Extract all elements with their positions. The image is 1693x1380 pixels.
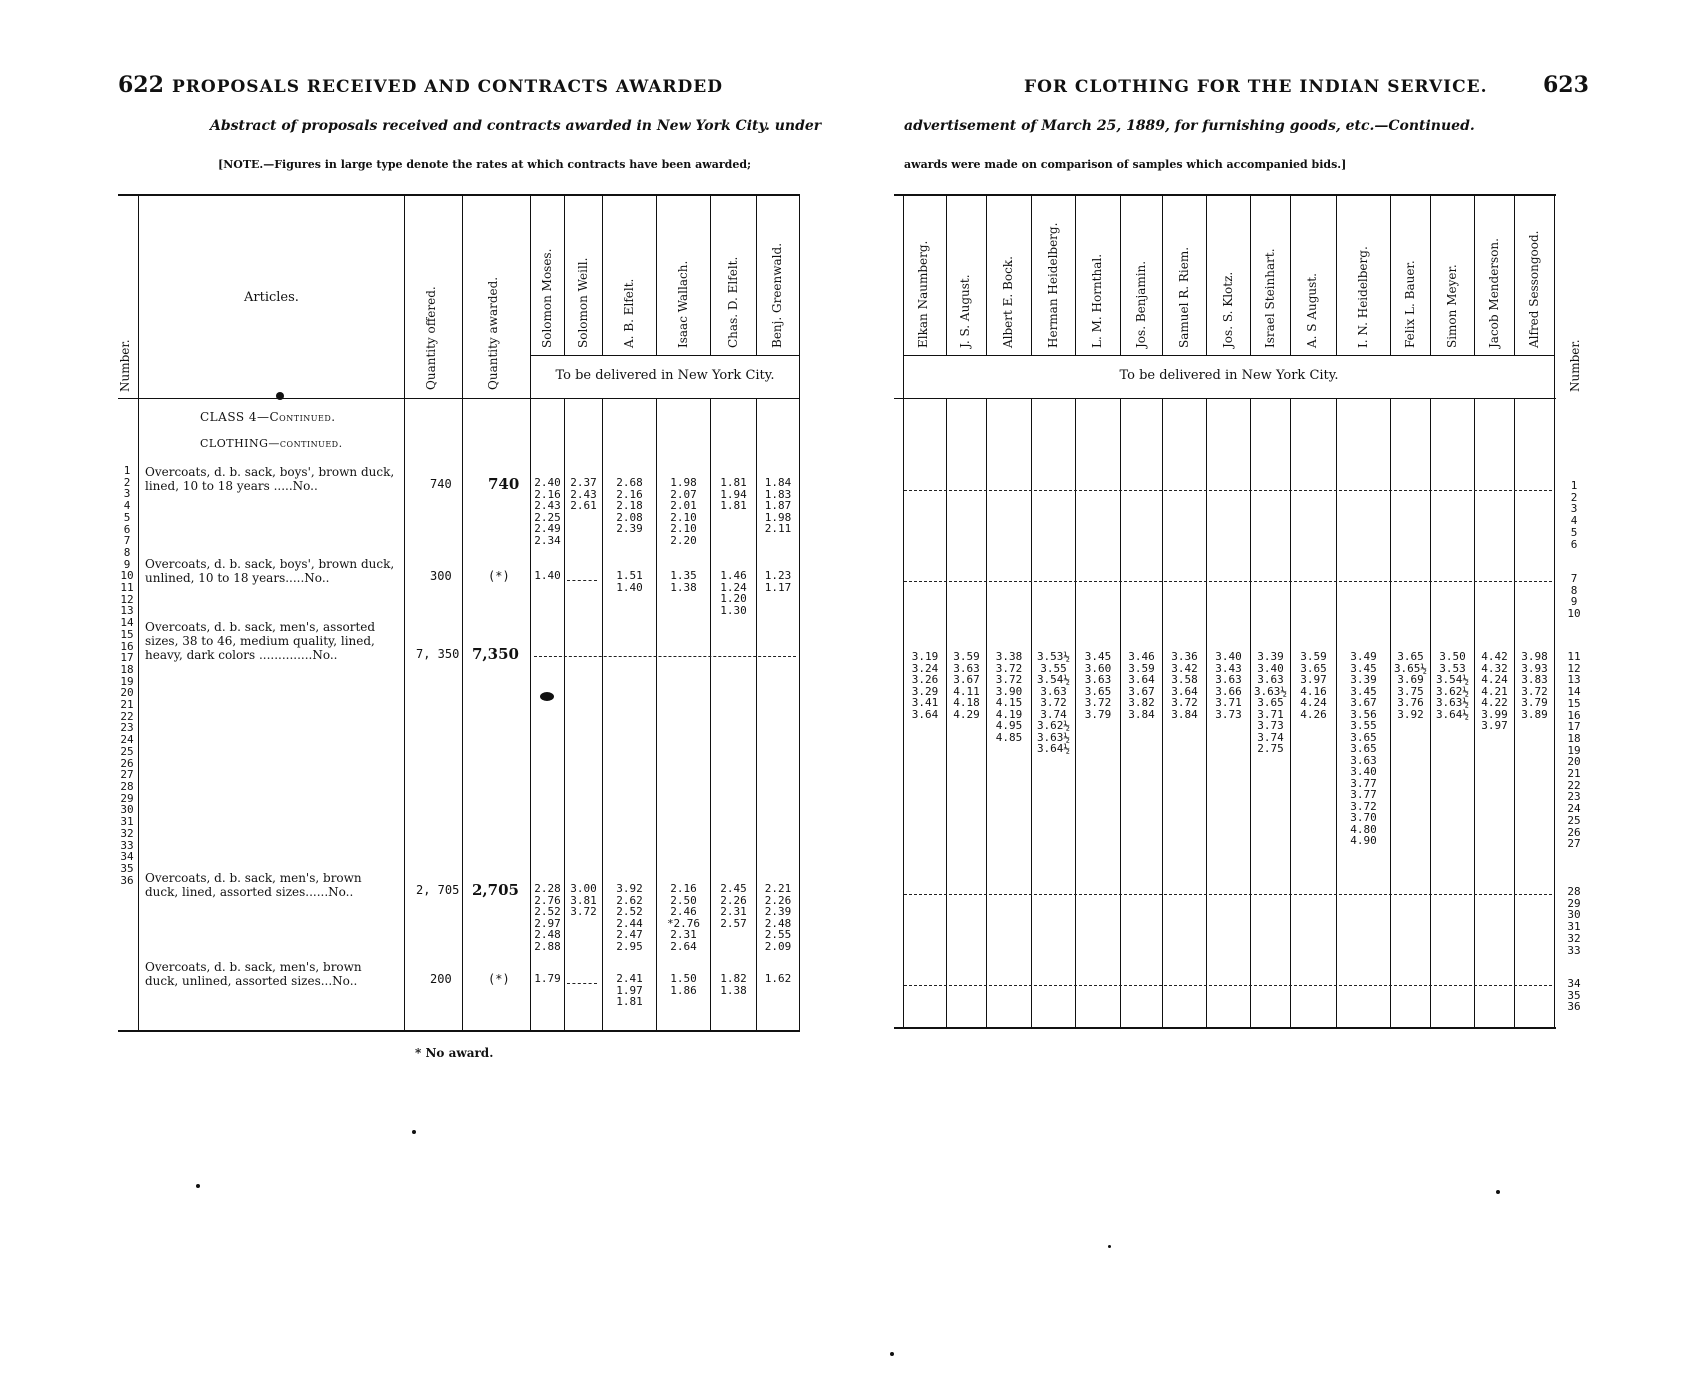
bid-values: 3.38 3.72 3.72 3.90 4.15 4.19 4.95 4.85 [995,650,1023,744]
no-bid-dash [904,894,1552,895]
quantity-awarded: (*) [488,972,510,986]
left-col-rule [710,196,711,355]
footnote: * No award. [415,1046,494,1060]
right-col-rule [1290,196,1291,355]
no-bid-dash [567,580,597,581]
article-item-1: Overcoats, d. b. sack, boys', brown duck, lined, 10 to 18 years .....No.. [145,465,395,493]
bid-values: 3.19 3.24 3.26 3.29 3.41 3.64 [911,650,939,721]
bidder-name: I. N. Heidelberg. [1356,246,1370,348]
bidder-name: Benj. Greenwald. [770,242,784,348]
bid-values: 2.28 2.76 2.52 2.97 2.48 2.88 [534,882,561,953]
bidder-name: Chas. D. Elfelt. [726,256,740,348]
right-col-rule [1162,196,1163,355]
bidder-name: A. B. Elfelt. [622,278,636,348]
number-header: Number. [1568,339,1582,392]
bid-values: 1.35 1.38 [670,569,697,594]
row-numbers: 7 8 9 10 [1567,572,1581,621]
left-col-rule [462,196,463,1030]
bid-values: 3.59 3.63 3.67 4.11 4.18 4.29 [953,650,980,721]
bid-values: 3.39 3.40 3.63 3.63½ 3.65 3.71 3.73 3.74 2.75 [1253,650,1288,755]
bid-values: 3.50 3.53 3.54½ 3.62½ 3.63½ 3.64½ [1435,650,1470,721]
right-table-top-rule [894,194,1556,196]
bid-values: 3.98 3.93 3.83 3.72 3.79 3.89 [1521,650,1548,721]
right-col-rule [986,196,987,355]
left-header-rule [118,398,800,399]
bid-values: 3.45 3.60 3.63 3.65 3.72 3.79 [1084,650,1112,721]
no-bid-dash [567,983,597,984]
bid-values: 1.79 [534,972,561,985]
row-numbers: 11 12 13 14 15 16 17 18 19 20 21 22 23 24 25 26 27 [1567,650,1581,851]
sub-heading: CLOTHING—continued. [200,437,343,450]
bidder-name: Isaac Wallach. [676,260,690,348]
bidder-name: Herman Heidelberg. [1046,222,1060,348]
left-table-bottom-rule [118,1030,800,1032]
right-col-rule [1206,196,1207,355]
left-col-rule [564,196,565,355]
bid-values: 2.68 2.16 2.18 2.08 2.39 [616,476,643,535]
bid-values: 1.50 1.86 [670,972,697,997]
quantity-offered-header: Quantity offered. [424,286,438,390]
right-col-rule [1075,196,1076,355]
left-col-rule [656,196,657,355]
bid-values: 1.98 2.07 2.01 2.10 2.10 2.20 [670,476,697,547]
row-numbers: 34 35 36 [1567,977,1581,1014]
bidder-name: Jacob Menderson. [1487,238,1501,348]
bidder-name: L. M. Hornthal. [1090,253,1104,348]
bid-values: 3.00 3.81 3.72 [570,882,597,918]
right-subtitle: advertisement of March 25, 1889, for furnishing goods, etc.—Continued. [904,118,1475,134]
bid-values: 1.46 1.24 1.20 1.30 [720,569,747,617]
right-bidder-rule [904,355,1554,356]
ink-speck [890,1352,894,1356]
right-col-rule [1554,196,1555,1027]
ink-speck [540,692,554,701]
quantity-awarded: 740 [488,475,520,493]
bid-values: 2.16 2.50 2.46 *2.76 2.31 2.64 [666,882,701,953]
articles-header: Articles. [244,290,299,305]
bid-values: 4.42 4.32 4.24 4.21 4.22 3.99 3.97 [1481,650,1508,732]
left-table-top-rule [118,194,800,196]
bidder-name: Samuel R. Riem. [1177,246,1191,348]
quantity-awarded: 7,350 [472,645,519,663]
bidder-name: Solomon Weill. [576,257,590,348]
left-col-rule [404,196,405,1030]
left-col-rule [756,196,757,355]
class-heading: CLASS 4—Continued. [200,410,336,424]
article-item-5: Overcoats, d. b. sack, men's, brown duck, unlined, assorted sizes...No.. [145,960,362,988]
bid-values: 3.40 3.43 3.63 3.66 3.71 3.73 [1215,650,1242,721]
bidder-name: Elkan Naumberg. [916,240,930,348]
quantity-offered: 200 [430,972,452,986]
article-item-2: Overcoats, d. b. sack, boys', brown duck, unlined, 10 to 18 years.....No.. [145,557,395,585]
ink-speck [1108,1245,1111,1248]
bidder-name: Albert E. Bock. [1001,256,1015,348]
bidder-name: J. S. August. [958,274,972,348]
bid-values: 3.53½ 3.55 3.54½ 3.63 3.72 3.74 3.62½ 3.63½ 3.64½ [1036,650,1071,755]
right-col-rule [946,196,947,355]
bid-values: 3.36 3.42 3.58 3.64 3.72 3.84 [1171,650,1198,721]
bid-values: 1.84 1.83 1.87 1.98 2.11 [764,476,792,535]
ink-speck [412,1130,416,1134]
right-col-rule [1430,196,1431,355]
bid-values: 2.40 2.16 2.43 2.25 2.49 2.34 [534,476,561,547]
right-col-rule [903,196,904,1027]
row-numbers: 1 2 3 4 5 6 7 8 9 10 11 12 13 14 15 16 17 18 19 20 21 22 23 24 25 26 27 28 29 30 31 32 33 34 35 36 [120,464,134,887]
left-page-number: 622 [118,72,164,98]
bid-values: 1.81 1.94 1.81 [720,476,747,512]
bidder-name: Felix L. Bauer. [1403,260,1417,348]
quantity-offered: 740 [430,477,452,491]
bid-values: 1.62 [764,972,792,985]
quantity-awarded: 2,705 [472,881,519,899]
right-header-rule [894,398,1556,399]
left-col-rule [138,196,139,1030]
no-bid-dash [904,985,1552,986]
bidder-name: Solomon Moses. [540,248,554,348]
right-col-rule [1474,196,1475,355]
bidder-name: A. S August. [1305,273,1319,348]
left-subtitle: Abstract of proposals received and contracts awarded in New York City. under [210,118,822,134]
ink-speck [276,392,284,400]
right-table-bottom-rule [894,1027,1556,1029]
bidder-name: Alfred Sessongood. [1527,230,1541,348]
ink-speck [1496,1190,1500,1194]
no-bid-dash [904,490,1552,491]
bid-values: 1.82 1.38 [720,972,747,997]
number-header: Number. [118,339,132,392]
article-item-4: Overcoats, d. b. sack, men's, brown duck, lined, assorted sizes......No.. [145,871,362,899]
row-numbers: 28 29 30 31 32 33 [1567,885,1581,957]
bid-values: 3.65 3.65½ 3.69 3.75 3.76 3.92 [1393,650,1428,721]
bid-values: 1.23 1.17 [764,569,792,594]
no-bid-dash [904,581,1552,582]
bid-values: 3.49 3.45 3.39 3.45 3.67 3.56 3.55 3.65 3.65 3.63 3.40 3.77 3.77 3.72 3.70 4.80 4.90 [1350,650,1377,847]
right-note: awards were made on comparison of samples which accompanied bids.] [904,158,1347,171]
left-col-rule [799,196,800,1030]
right-col-rule [1031,196,1032,355]
bid-values: 2.45 2.26 2.31 2.57 [720,882,747,930]
right-col-rule [1390,196,1391,355]
bid-values: 2.37 2.43 2.61 [570,476,597,512]
left-bidder-rule [530,355,800,356]
bid-values: 3.92 2.62 2.52 2.44 2.47 2.95 [616,882,643,953]
bid-values: 1.40 [534,569,561,582]
no-bid-dash [534,656,796,657]
bidder-name: Israel Steinhart. [1263,248,1277,348]
bid-values: 1.51 1.40 [616,569,643,594]
quantity-offered: 7, 350 [416,647,460,661]
bid-values: 3.59 3.65 3.97 4.16 4.24 4.26 [1300,650,1327,721]
bidder-name: Simon Meyer. [1445,264,1459,348]
quantity-awarded-header: Quantity awarded. [486,276,500,390]
right-col-rule [1336,196,1337,355]
article-item-3: Overcoats, d. b. sack, men's, assorted sizes, 38 to 46, medium quality, lined, heavy, dark colors ..............No.. [145,620,376,662]
right-running-head: FOR CLOTHING FOR THE INDIAN SERVICE. [1024,77,1488,97]
delivery-header: To be delivered in New York City. [555,368,775,383]
right-col-rule [1250,196,1251,355]
left-running-head: PROPOSALS RECEIVED AND CONTRACTS AWARDED [172,77,723,97]
quantity-awarded: (*) [488,569,510,583]
quantity-offered: 300 [430,569,452,583]
bidder-name: Jos. Benjamin. [1134,260,1148,348]
ink-speck [196,1184,200,1188]
row-numbers: 1 2 3 4 5 6 [1570,479,1578,551]
bid-values: 2.41 1.97 1.81 [616,972,643,1008]
bidder-name: Jos. S. Klotz. [1221,271,1235,348]
left-note: [NOTE.—Figures in large type denote the rates at which contracts have been awarded; [218,158,752,171]
left-col-rule [602,196,603,355]
right-page-number: 623 [1543,72,1589,98]
bid-values: 2.21 2.26 2.39 2.48 2.55 2.09 [764,882,792,953]
right-col-rule [1514,196,1515,355]
quantity-offered: 2, 705 [416,883,460,897]
delivery-header: To be delivered in New York City. [1119,368,1339,383]
bid-values: 3.46 3.59 3.64 3.67 3.82 3.84 [1128,650,1155,721]
right-col-rule [1120,196,1121,355]
